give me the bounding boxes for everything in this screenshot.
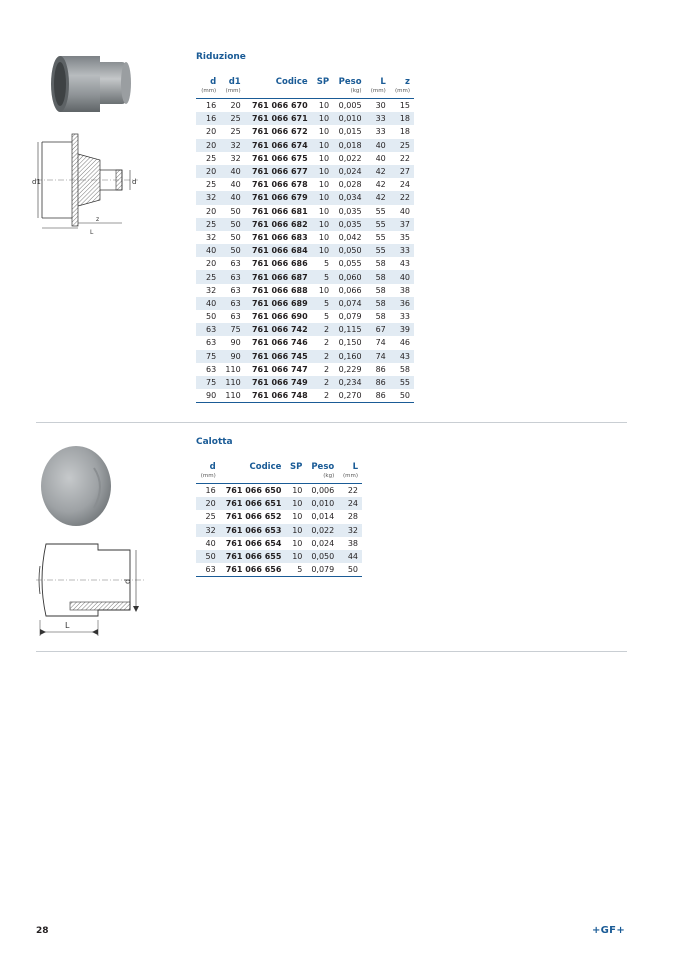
table-cell: 10 xyxy=(318,101,330,111)
riduzione-header-row xyxy=(196,76,414,88)
table-cell: 16 xyxy=(205,486,216,496)
table-cell: 42 xyxy=(366,191,390,204)
table-cell: 761 066 689 xyxy=(245,297,312,310)
table-cell: 761 066 746 xyxy=(251,338,308,348)
table-cell: 30 xyxy=(375,101,386,111)
table-cell: 25 xyxy=(220,112,244,125)
unit-z: (mm) xyxy=(390,88,414,99)
table-cell: 2 xyxy=(323,338,330,348)
table-cell: 24 xyxy=(399,180,410,190)
table-cell: 0,010 xyxy=(306,497,338,510)
table-cell: 761 066 682 xyxy=(245,218,312,231)
table-cell: 25 xyxy=(206,153,217,163)
table-cell: 761 066 683 xyxy=(251,232,308,242)
reducer-l-label: L xyxy=(90,229,94,236)
table-cell: 42 xyxy=(366,165,390,178)
col-header-sp: SP xyxy=(316,77,330,87)
table-row xyxy=(196,165,414,178)
reducer-z-label: z xyxy=(96,216,100,223)
table-cell: 25 xyxy=(390,139,414,152)
table-cell: 0,010 xyxy=(333,112,366,125)
table-cell: 74 xyxy=(366,350,390,363)
table-cell: 22 xyxy=(399,153,410,163)
table-row xyxy=(196,218,414,231)
table-cell: 5 xyxy=(323,259,330,269)
table-cell: 0,060 xyxy=(333,270,366,283)
table-cell: 761 066 681 xyxy=(251,206,308,216)
table-cell: 55 xyxy=(390,376,414,389)
table-row xyxy=(196,389,414,403)
table-cell: 20 xyxy=(196,165,220,178)
table-cell: 761 066 652 xyxy=(225,512,282,522)
table-cell: 761 066 747 xyxy=(251,364,308,374)
table-row xyxy=(196,363,414,376)
table-cell: 10 xyxy=(292,486,303,496)
table-cell: 0,079 xyxy=(338,312,362,322)
table-cell: 33 xyxy=(375,127,386,137)
table-cell: 761 066 670 xyxy=(251,101,308,111)
table-row xyxy=(196,350,414,363)
table-cell: 761 066 655 xyxy=(220,550,286,563)
table-cell: 10 xyxy=(312,244,333,257)
table-cell: 58 xyxy=(366,270,390,283)
table-cell: 40 xyxy=(220,191,244,204)
table-cell: 10 xyxy=(318,206,330,216)
cap-l-label: L xyxy=(65,621,70,630)
table-cell: 0,050 xyxy=(333,244,366,257)
table-cell: 0,055 xyxy=(338,259,362,269)
riduzione-title: Riduzione xyxy=(196,52,246,62)
unit-d: (mm) xyxy=(196,473,220,484)
table-cell: 761 066 674 xyxy=(245,139,312,152)
table-row xyxy=(196,152,414,165)
table-cell: 25 xyxy=(230,127,241,137)
unit-l: (mm) xyxy=(338,473,362,484)
table-cell: 0,014 xyxy=(311,512,335,522)
table-cell: 2 xyxy=(312,323,333,336)
table-row xyxy=(196,497,362,510)
table-cell: 33 xyxy=(366,112,390,125)
table-cell: 10 xyxy=(292,512,303,522)
table-cell: 32 xyxy=(230,153,241,163)
table-cell: 5 xyxy=(312,270,333,283)
table-cell: 37 xyxy=(390,218,414,231)
table-cell: 10 xyxy=(312,165,333,178)
unit-peso: (kg) xyxy=(306,473,338,484)
table-cell: 40 xyxy=(230,180,241,190)
unit-sp xyxy=(312,88,333,99)
table-cell: 0,160 xyxy=(333,350,366,363)
calotta-units-row xyxy=(196,473,362,484)
table-cell: 63 xyxy=(196,563,220,577)
cap-drawing xyxy=(32,536,150,640)
table-cell: 0,115 xyxy=(333,323,366,336)
table-cell: 110 xyxy=(225,364,241,374)
table-cell: 32 xyxy=(206,232,217,242)
col-header-d: d xyxy=(210,77,217,87)
table-cell: 35 xyxy=(399,232,410,242)
table-cell: 63 xyxy=(230,259,241,269)
table-row xyxy=(196,99,414,113)
reducer-d-label: d xyxy=(132,178,137,186)
unit-d: (mm) xyxy=(196,88,220,99)
table-cell: 0,270 xyxy=(333,389,366,403)
table-cell: 0,024 xyxy=(311,538,335,548)
table-cell: 0,234 xyxy=(333,376,366,389)
col-header-d: d xyxy=(209,462,216,472)
table-cell: 58 xyxy=(366,297,390,310)
table-cell: 761 066 651 xyxy=(220,497,286,510)
table-cell: 50 xyxy=(220,218,244,231)
table-cell: 761 066 653 xyxy=(220,524,286,537)
table-cell: 10 xyxy=(285,497,306,510)
unit-l: (mm) xyxy=(366,88,390,99)
table-cell: 761 066 679 xyxy=(245,191,312,204)
table-row xyxy=(196,244,414,257)
table-cell: 0,074 xyxy=(333,297,366,310)
calotta-title: Calotta xyxy=(196,437,233,447)
table-cell: 0,042 xyxy=(338,232,362,242)
table-cell: 32 xyxy=(220,139,244,152)
table-cell: 761 066 654 xyxy=(225,538,282,548)
col-header-peso: Peso xyxy=(311,462,335,472)
col-header-l: L xyxy=(380,77,386,87)
calotta-rows xyxy=(196,484,362,577)
section-divider xyxy=(36,422,627,423)
table-cell: 55 xyxy=(375,232,386,242)
table-cell: 761 066 742 xyxy=(245,323,312,336)
unit-codice xyxy=(220,473,286,484)
table-row xyxy=(196,323,414,336)
table-cell: 10 xyxy=(312,218,333,231)
table-cell: 761 066 677 xyxy=(245,165,312,178)
table-cell: 2 xyxy=(312,376,333,389)
table-cell: 40 xyxy=(205,538,216,548)
table-cell: 761 066 688 xyxy=(251,285,308,295)
cap-d-label: d xyxy=(123,578,132,584)
table-cell: 40 xyxy=(196,297,220,310)
table-cell: 40 xyxy=(399,206,410,216)
table-cell: 761 066 690 xyxy=(251,312,308,322)
table-cell: 63 xyxy=(206,364,217,374)
table-cell: 761 066 745 xyxy=(245,350,312,363)
table-cell: 86 xyxy=(366,376,390,389)
table-row xyxy=(196,524,362,537)
table-row xyxy=(196,125,414,138)
table-cell: 10 xyxy=(312,112,333,125)
table-cell: 761 066 686 xyxy=(251,259,308,269)
table-cell: 0,150 xyxy=(338,338,362,348)
table-cell: 50 xyxy=(206,312,217,322)
table-cell: 0,035 xyxy=(333,218,366,231)
table-cell: 39 xyxy=(390,323,414,336)
calotta-header-row xyxy=(196,461,362,473)
table-cell: 40 xyxy=(366,139,390,152)
table-cell: 0,024 xyxy=(333,165,366,178)
table-cell: 25 xyxy=(206,180,217,190)
table-cell: 63 xyxy=(206,338,217,348)
table-row xyxy=(196,178,414,191)
table-cell: 86 xyxy=(375,364,386,374)
table-cell: 761 066 650 xyxy=(225,486,282,496)
table-cell: 50 xyxy=(338,563,362,577)
table-cell: 32 xyxy=(196,524,220,537)
table-cell: 50 xyxy=(230,232,241,242)
table-row xyxy=(196,336,414,349)
table-cell: 25 xyxy=(205,512,216,522)
table-row xyxy=(196,139,414,152)
table-row xyxy=(196,550,362,563)
table-cell: 63 xyxy=(230,285,241,295)
table-cell: 33 xyxy=(390,244,414,257)
table-row xyxy=(196,284,414,297)
gf-logo: +GF+ xyxy=(592,925,625,936)
table-cell: 43 xyxy=(399,259,410,269)
table-cell: 110 xyxy=(220,389,244,403)
table-cell: 0,079 xyxy=(306,563,338,577)
table-cell: 58 xyxy=(375,285,386,295)
table-cell: 16 xyxy=(206,101,217,111)
table-cell: 761 066 671 xyxy=(245,112,312,125)
table-cell: 5 xyxy=(285,563,306,577)
cap-photo xyxy=(36,440,116,530)
col-header-codice: Codice xyxy=(275,77,308,87)
table-cell: 32 xyxy=(196,191,220,204)
table-cell: 63 xyxy=(230,312,241,322)
table-cell: 0,034 xyxy=(333,191,366,204)
calotta-table xyxy=(196,461,362,577)
unit-peso: (kg) xyxy=(333,88,366,99)
table-cell: 2 xyxy=(312,389,333,403)
table-cell: 28 xyxy=(347,512,358,522)
table-cell: 38 xyxy=(399,285,410,295)
table-cell: 40 xyxy=(390,270,414,283)
table-row xyxy=(196,484,362,498)
table-cell: 74 xyxy=(375,338,386,348)
table-cell: 761 066 684 xyxy=(245,244,312,257)
riduzione-rows xyxy=(196,99,414,403)
table-cell: 27 xyxy=(390,165,414,178)
table-cell: 63 xyxy=(220,270,244,283)
col-header-peso: Peso xyxy=(338,77,362,87)
table-cell: 90 xyxy=(230,338,241,348)
table-cell: 25 xyxy=(196,218,220,231)
table-cell: 0,028 xyxy=(338,180,362,190)
table-cell: 0,229 xyxy=(338,364,362,374)
table-cell: 0,006 xyxy=(311,486,335,496)
table-cell: 10 xyxy=(312,139,333,152)
table-cell: 58 xyxy=(375,312,386,322)
table-cell: 10 xyxy=(312,191,333,204)
table-cell: 10 xyxy=(292,538,303,548)
table-cell: 0,050 xyxy=(306,550,338,563)
table-cell: 2 xyxy=(323,364,330,374)
table-cell: 58 xyxy=(399,364,410,374)
col-header-sp: SP xyxy=(290,462,303,472)
col-header-d1: d1 xyxy=(228,77,241,87)
table-row xyxy=(196,563,362,577)
table-cell: 75 xyxy=(196,376,220,389)
table-cell: 20 xyxy=(196,497,220,510)
unit-codice xyxy=(245,88,312,99)
table-cell: 0,005 xyxy=(338,101,362,111)
table-cell: 0,022 xyxy=(338,153,362,163)
reducer-drawing xyxy=(30,128,142,236)
table-cell: 63 xyxy=(196,323,220,336)
col-header-codice: Codice xyxy=(249,462,282,472)
table-cell: 0,035 xyxy=(338,206,362,216)
table-cell: 16 xyxy=(196,112,220,125)
table-cell: 50 xyxy=(196,550,220,563)
table-cell: 761 066 748 xyxy=(245,389,312,403)
table-cell: 46 xyxy=(399,338,410,348)
table-row xyxy=(196,191,414,204)
table-cell: 761 066 672 xyxy=(251,127,308,137)
table-cell: 20 xyxy=(196,139,220,152)
table-row xyxy=(196,376,414,389)
table-row xyxy=(196,112,414,125)
table-cell: 90 xyxy=(220,350,244,363)
col-header-l: L xyxy=(352,462,358,472)
table-cell: 86 xyxy=(366,389,390,403)
table-cell: 10 xyxy=(318,127,330,137)
table-cell: 90 xyxy=(196,389,220,403)
table-cell: 10 xyxy=(285,550,306,563)
table-cell: 0,018 xyxy=(333,139,366,152)
table-cell: 63 xyxy=(220,297,244,310)
table-cell: 43 xyxy=(390,350,414,363)
table-cell: 10 xyxy=(318,232,330,242)
table-cell: 110 xyxy=(220,376,244,389)
table-cell: 20 xyxy=(206,206,217,216)
table-cell: 761 066 687 xyxy=(245,270,312,283)
reducer-d1-label: d1 xyxy=(32,178,41,186)
table-cell: 55 xyxy=(366,244,390,257)
table-cell: 50 xyxy=(220,244,244,257)
table-cell: 50 xyxy=(390,389,414,403)
table-row xyxy=(196,297,414,310)
table-cell: 42 xyxy=(375,180,386,190)
unit-d1: (mm) xyxy=(220,88,244,99)
col-header-z: z xyxy=(405,77,410,87)
table-cell: 22 xyxy=(347,486,358,496)
table-cell: 0,066 xyxy=(338,285,362,295)
table-row xyxy=(196,205,414,218)
riduzione-table xyxy=(196,76,414,403)
riduzione-units-row xyxy=(196,88,414,99)
table-cell: 55 xyxy=(375,206,386,216)
table-cell: 10 xyxy=(318,285,330,295)
section-divider-bottom xyxy=(36,651,627,652)
table-cell: 5 xyxy=(312,297,333,310)
table-cell: 761 066 656 xyxy=(220,563,286,577)
table-cell: 2 xyxy=(312,350,333,363)
table-cell: 75 xyxy=(220,323,244,336)
reducer-photo xyxy=(46,52,136,118)
table-cell: 75 xyxy=(196,350,220,363)
table-cell: 50 xyxy=(230,206,241,216)
table-cell: 40 xyxy=(220,165,244,178)
table-row xyxy=(196,231,414,244)
table-cell: 32 xyxy=(338,524,362,537)
table-row xyxy=(196,257,414,270)
table-cell: 67 xyxy=(366,323,390,336)
table-row xyxy=(196,270,414,283)
table-cell: 5 xyxy=(323,312,330,322)
table-cell: 20 xyxy=(206,127,217,137)
table-cell: 10 xyxy=(318,180,330,190)
table-cell: 55 xyxy=(366,218,390,231)
table-cell: 0,015 xyxy=(338,127,362,137)
table-cell: 32 xyxy=(206,285,217,295)
table-cell: 10 xyxy=(285,524,306,537)
unit-sp xyxy=(285,473,306,484)
table-cell: 40 xyxy=(196,244,220,257)
table-cell: 18 xyxy=(399,127,410,137)
table-cell: 20 xyxy=(206,259,217,269)
table-row xyxy=(196,310,414,323)
table-cell: 22 xyxy=(390,191,414,204)
table-cell: 58 xyxy=(375,259,386,269)
table-cell: 10 xyxy=(318,153,330,163)
table-cell: 0,022 xyxy=(306,524,338,537)
page-number: 28 xyxy=(36,926,49,936)
table-cell: 761 066 749 xyxy=(245,376,312,389)
table-cell: 18 xyxy=(390,112,414,125)
table-cell: 761 066 678 xyxy=(251,180,308,190)
table-row xyxy=(196,537,362,550)
table-cell: 24 xyxy=(338,497,362,510)
table-row xyxy=(196,510,362,523)
table-cell: 20 xyxy=(230,101,241,111)
table-cell: 15 xyxy=(399,101,410,111)
table-cell: 761 066 675 xyxy=(251,153,308,163)
table-cell: 44 xyxy=(338,550,362,563)
table-cell: 33 xyxy=(399,312,410,322)
table-cell: 36 xyxy=(390,297,414,310)
table-cell: 38 xyxy=(347,538,358,548)
table-cell: 25 xyxy=(196,270,220,283)
table-cell: 40 xyxy=(375,153,386,163)
